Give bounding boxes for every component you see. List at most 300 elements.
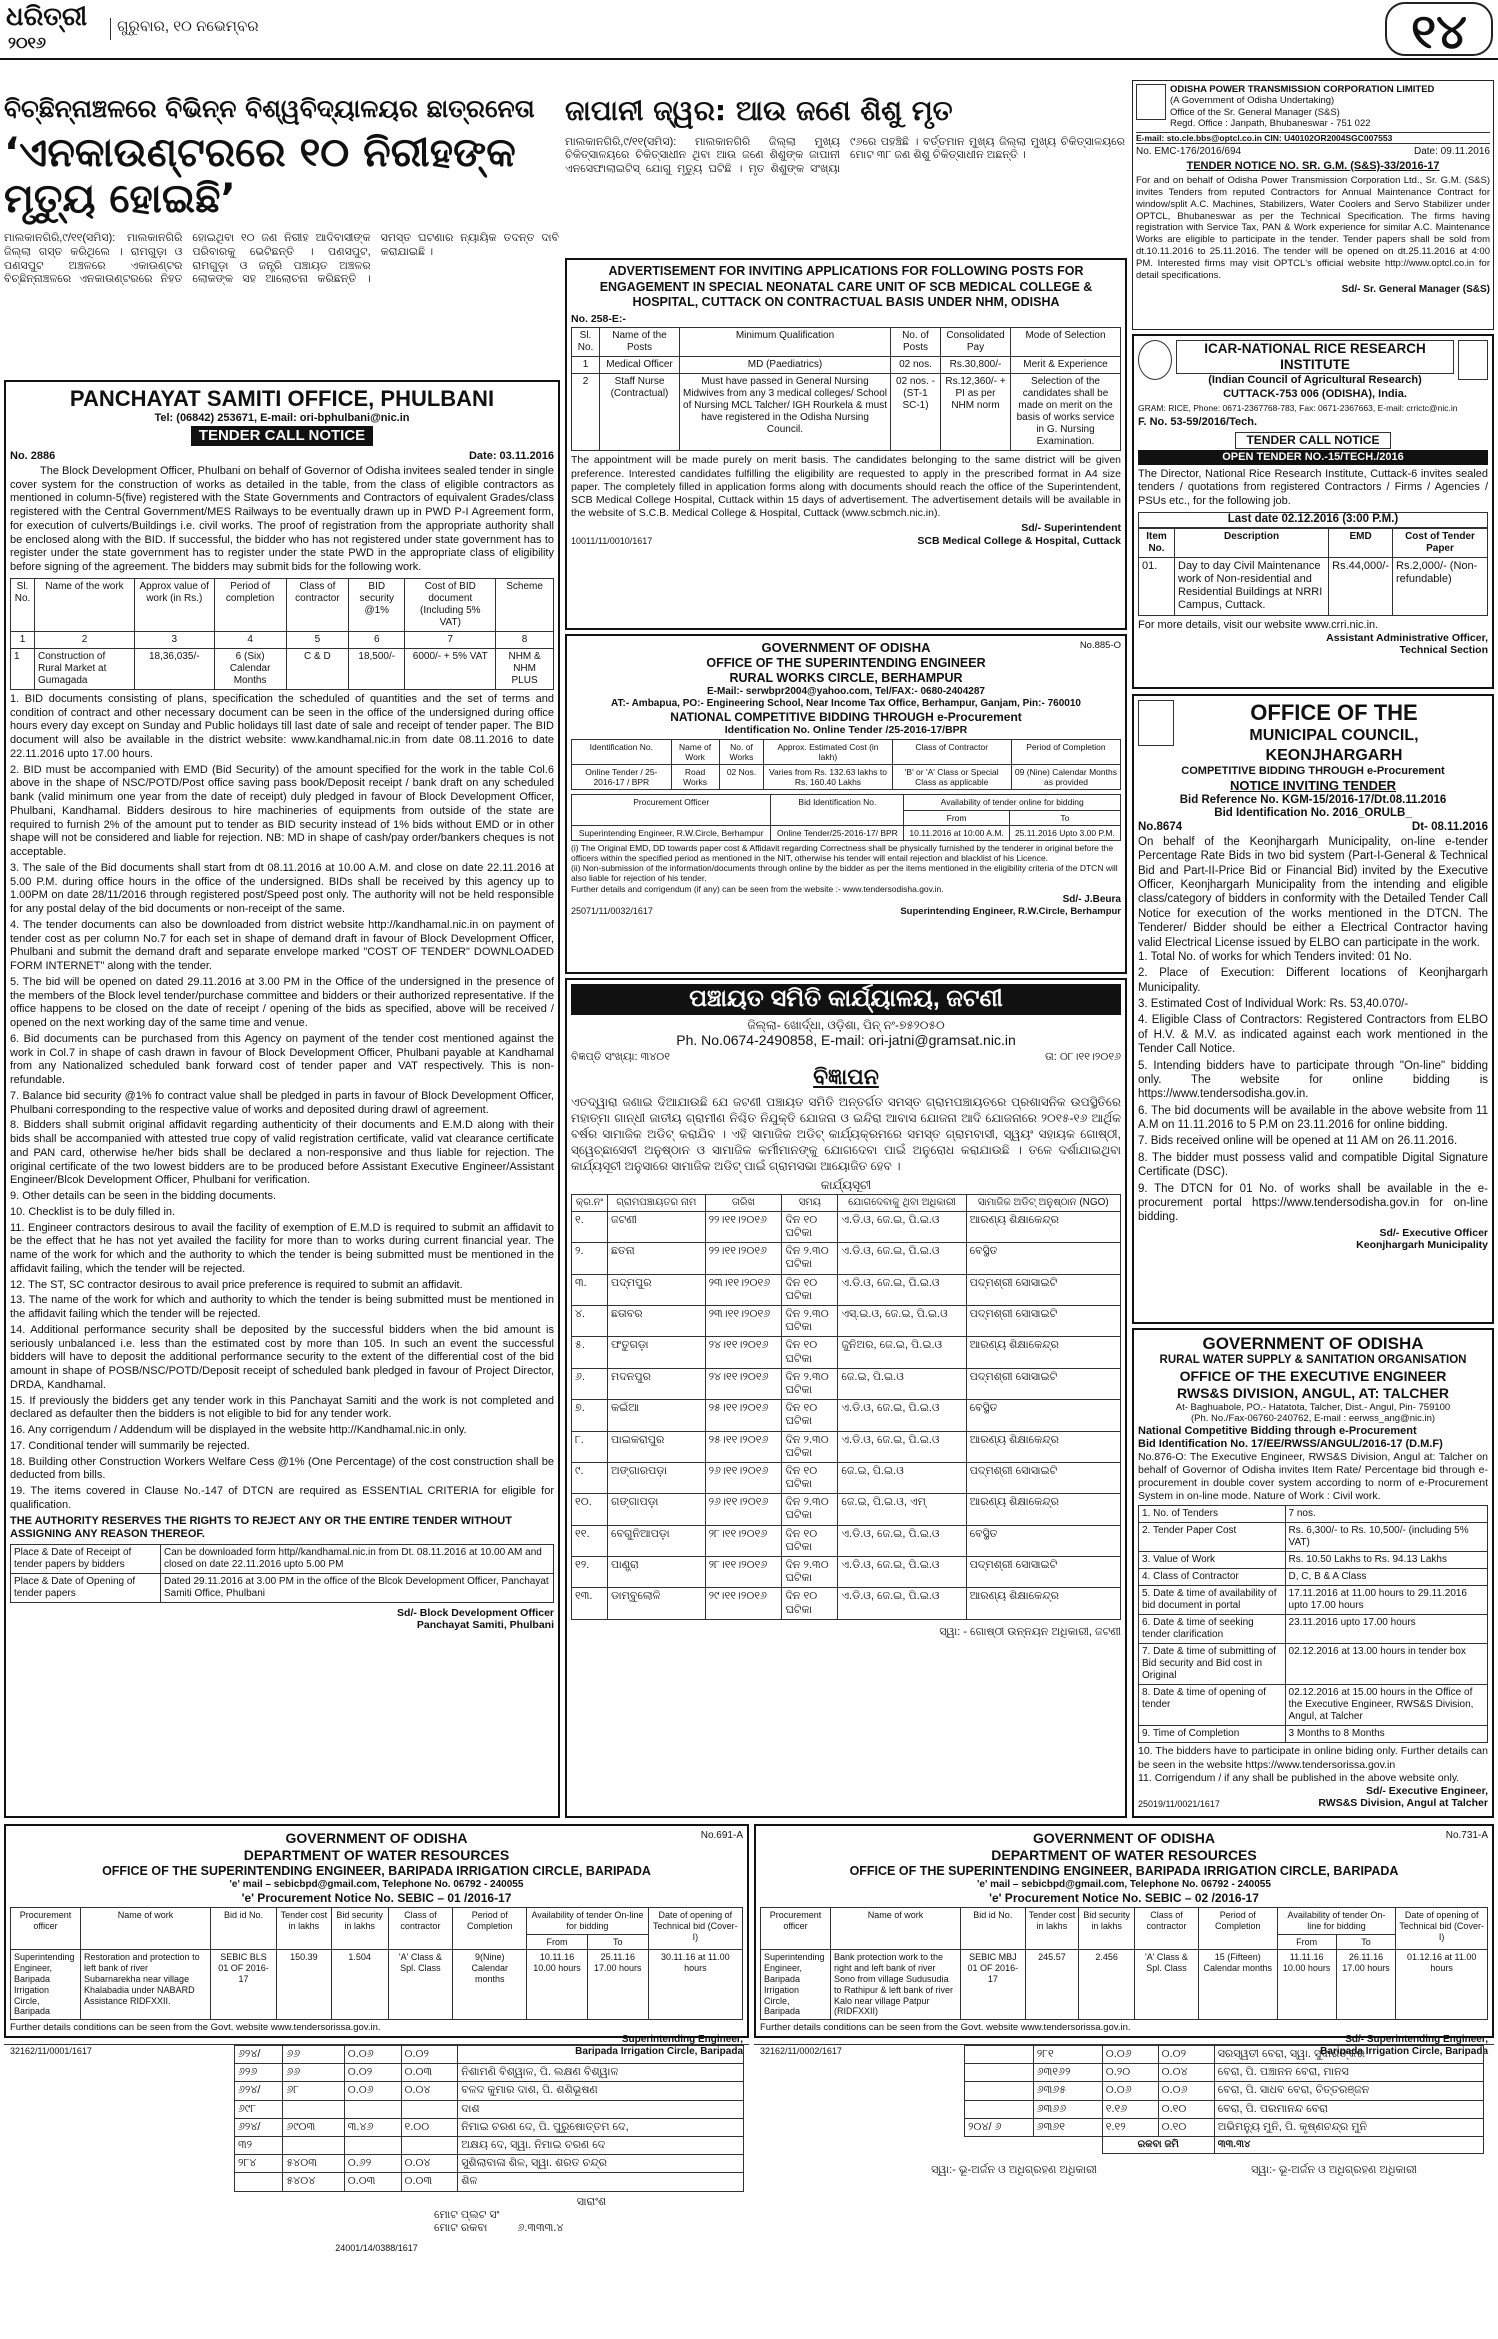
table-header: Class of Contractor: [892, 739, 1011, 764]
table-cell: [458, 2046, 744, 2064]
wr1-table: [10, 1907, 743, 2020]
table-cell: 'A' Class & Spl. Class: [1135, 1950, 1199, 2020]
angul-signature-office: RWS&S Division, Angul at Talcher: [1318, 1797, 1488, 1810]
rwc-berhampur-notice: [565, 634, 1127, 974]
table-cell: 'A' Class & Spl. Class: [388, 1950, 453, 2020]
table-cell: ଦିନ ୨.୩୦ ଘଟିକା: [782, 1306, 838, 1337]
table-cell: ୯.: [572, 1462, 608, 1493]
table-cell: Day to day Civil Maintenance work of Non-residential and Residential Buildings at NRRI Campus, Cuttack.: [1175, 557, 1329, 615]
table-cell: ଦିନ ୧୦ ଘଟିକା: [782, 1400, 838, 1431]
phulbani-title: PANCHAYAT SAMITI OFFICE, PHULBANI: [69, 386, 495, 411]
table-cell: ୨୨।୧୧।୨୦୧୬: [705, 1211, 782, 1242]
table-cell: ୦.୦୬: [344, 2046, 401, 2064]
icar-last-date: Last date 02.12.2016 (3:00 P.M.): [1138, 512, 1488, 528]
table-cell: 7 nos.: [1285, 1506, 1487, 1523]
table-cell: Staff Nurse (Contractual): [600, 374, 680, 451]
table-row: [572, 1368, 1121, 1399]
scb-body: The appointment will be made purely on merit basis. The candidates belonging to the same district will be given preference. Interested candidates fulfilling the eligibility are requested to apply in the prescribed format in A4 size paper. The completely filled in application forms along with documents should reach the office of the Superintendent, SCB Medical College Hospital, Cuttack within 15 days of advertisement. The advertisement details will be available in the website of S.C.B. Medical College & Hospital, Cuttack (www.scbmch.nic.in).: [571, 454, 1121, 519]
wr1-govt: GOVERNMENT OF ODISHA: [285, 1830, 468, 1846]
wr1-signature-office: Baripada Irrigation Circle, Baripada: [575, 2045, 743, 2057]
table-cell: 25.11.2016 Upto 3.00 P.M.: [1009, 825, 1120, 840]
table-cell: ପଦ୍ମଶ୍ରୀ ସୋସାଇଟି: [966, 1557, 1120, 1588]
table-cell: ୬୩୬୬: [1033, 2100, 1102, 2118]
table-header: Procurement Officer: [572, 795, 771, 825]
table-cell: ମଦନପୁର: [608, 1368, 706, 1399]
table-cell: 30.11.16 at 11.00 hours: [648, 1950, 742, 2020]
keonjhar-item: 1. Total No. of works for which Tenders invited: 01 No.: [1138, 950, 1412, 963]
rwc-circle: RURAL WORKS CIRCLE, BERHAMPUR: [729, 670, 963, 685]
table-cell: ୬.: [572, 1368, 608, 1399]
news-story-japanese-fever: [565, 94, 1125, 254]
wr2-signature-office: Baripada Irrigation Circle, Baripada: [1320, 2045, 1488, 2057]
table-cell: 02.12.2016 at 15.00 hours in the Office of the Executive Engineer, RWS&S Division, Angul, at Talcher: [1285, 1685, 1487, 1726]
column-number: 7: [405, 631, 496, 648]
table-cell: Rs. 6,300/- to Rs. 10,500/- (including 5% VAT): [1285, 1523, 1487, 1552]
table-cell: ଜଟଣୀ: [608, 1211, 706, 1242]
table-row: [572, 1588, 1121, 1619]
scb-advertisement: [565, 258, 1127, 630]
clause: 3. The sale of the Bid documents shall start from dt 08.11.2016 at 10.00 A.M. and close on date 22.11.2016 at 5.00 P.M. during office hours in the office of the undersigned. BIDs shall be received by this agency up to 1.00PM on date 28/11/2016 through registered post/Speed post only. The authority will not be held responsible for any postal delay of the bid documents or non-receipt of the same.: [10, 861, 554, 916]
table-row: [11, 1950, 743, 2020]
angul-signature: Sd/- Executive Engineer,: [1366, 1784, 1488, 1797]
table-row: [1139, 1506, 1488, 1523]
table-cell: ବେଗୁନିଆପଡ଼ା: [608, 1525, 706, 1556]
icar-signature-section: Technical Section: [1399, 644, 1488, 657]
table-row: [572, 374, 1121, 451]
table-header: Availability of tender On-line for bidding: [1277, 1907, 1396, 1934]
table-row: [235, 2136, 744, 2154]
table-cell: Construction of Rural Market at Gumagada: [35, 648, 135, 689]
column-number: 6: [349, 631, 405, 648]
land-table-right: [964, 2045, 1484, 2154]
table-cell: ଶିଳ: [458, 2173, 744, 2191]
rwc-note: (ii) Non-submission of the information/documents through online by the bidder as per the items mentioned in the eligibility criteria of the DTCN will also liable for rejection of his tender.: [571, 863, 1118, 884]
jatni-date: ତା: ୦୮।୧୧।୨୦୧୬: [1044, 1050, 1121, 1063]
land-total-plots: ମୋଟ ପ୍ଲଟ ସଂ: [434, 2208, 500, 2221]
rwc-work-table: [571, 739, 1121, 791]
table-cell: ୨୮।୧୧।୨୦୧୬: [705, 1525, 782, 1556]
table-cell: ୦.୦୩: [401, 2173, 458, 2191]
table-cell: ଡାମ୍ବୁଲୋଳି: [608, 1588, 706, 1619]
table-cell: ୦.୦୬: [1158, 2082, 1214, 2100]
table-cell: Bank protection work to the right and left bank of river Sono from village Sudusudia to Rathipur & left bank of river Kalo near village Patpur (RIDFXXII): [831, 1950, 961, 2020]
table-cell: Online Tender/25-2016-17/ BPR: [771, 825, 904, 840]
table-cell: [965, 2064, 1034, 2082]
rwc-addr: AT:- Ambapua, PO:- Engineering School, Near Income Tax Office, Berhampur, Ganjam, Pin:- 760010: [611, 697, 1081, 709]
table-cell: ଜୁନିଅର, ଜେ.ଇ, ପି.ଇ.ଓ: [838, 1337, 966, 1368]
table-cell: ୭.: [572, 1400, 608, 1431]
table-cell: Must have passed in General Nursing Midwives from any 3 medical colleges/ School of Nursing MCL Talcher/ IGH Rourkela & must have registered in the Odisha Nursing Council.: [680, 374, 891, 451]
table-header: Cost of Tender Paper: [1393, 528, 1488, 557]
angul-org: RURAL WATER SUPPLY & SANITATION ORGANISATION: [1159, 1354, 1467, 1367]
table-cell: ୨୬।୧୧।୨୦୧୬: [705, 1494, 782, 1525]
table-header: Consolidated Pay: [941, 328, 1011, 357]
table-cell: ଦିନ ୧୦ ଘଟିକା: [782, 1274, 838, 1305]
table-cell: Medical Officer: [600, 357, 680, 374]
keonjhar-tender-notice: [1132, 694, 1494, 1324]
rwc-note: (i) The Original EMD, DD towards paper cost & Affidavit regarding Correctness shall be physically furnished by the tenderer in original before the officers within the specified period as mentioned in the NIT, otherwise his tender will entail rejection and blacklist of his Licence.: [571, 842, 1114, 864]
table-cell: ୦.୦୬: [1102, 2082, 1158, 2100]
table-header: Bid id No.: [211, 1907, 277, 1949]
table-cell: 150.39: [277, 1950, 332, 2020]
table-row: [965, 2118, 1484, 2136]
icar-body: The Director, National Rice Research Institute, Cuttack-6 invites sealed tenders / quotations from registered Contractors / Firms / Agencies / PSUs etc., for the following job.: [1138, 467, 1488, 508]
table-cell: ଏ.ଡି.ଓ, ଜେ.ଇ, ପି.ଇ.ଓ: [838, 1557, 966, 1588]
table-cell: ୦.୦୩: [401, 2064, 458, 2082]
clause: 2. BID must be accompanied with EMD (Bid Security) of the amount specified for the work in the table Col.6 above in the shape of NSC/POTD/Post office saving pass book/Deposit receipt / bank draft on any scheduled bank (valid minimum one year from the date of receipt) duly pledged in favour of Block Development Officer, Phulbani, Kandhamal. Bidders desirous to hire machineries of equipments from outside of the state are required to furnish 2% of the amount put to tender as BID security instead of 1% bids without EMD or in other shape will not be considered and liable for rejection. NB: MD in shape of cash/pay order/bankers cheques is not acceptable.: [10, 763, 554, 859]
table-header: ସାମାଜିକ ଅଡିଟ୍ ଅନୁଷ୍ଠାନ (NGO): [966, 1194, 1120, 1211]
table-cell: ୧୦.: [572, 1494, 608, 1525]
table-cell: 7. Date & time of submitting of Bid security and Bid cost in Original: [1139, 1644, 1286, 1685]
scb-ref: 10011/11/0010/1617: [571, 536, 653, 547]
table-cell: [283, 2100, 344, 2118]
table-header: Period of completion: [214, 578, 286, 631]
table-cell: ଜେ.ଇ, ପି.ଇ.ଓ: [838, 1462, 966, 1493]
jatni-schedule-table: [571, 1194, 1121, 1620]
table-cell: ୧୩.: [572, 1588, 608, 1619]
table-cell: ୧.୧୬: [1102, 2100, 1158, 2118]
table-cell: 18,36,035/-: [135, 648, 215, 689]
wr1-dept: DEPARTMENT OF WATER RESOURCES: [243, 1846, 510, 1863]
table-cell: ୨.: [572, 1243, 608, 1274]
table-header: Cost of BID document (Including 5% VAT): [405, 578, 496, 631]
phulbani-work-table: [10, 578, 554, 690]
phulbani-intro: The Block Development Officer, Phulbani on behalf of Governor of Odisha invitees sealed tender in single cover system for the construction of works as detailed in the table, from the class of eligible contractors as mentioned in column-5(five) registered with the State Governments and Contractors of equivalent Grades/class registered with the Central Government/MES Railways to be eventually drawn up in PWD P-I Agreement form, for execution of culverts/Buildings i.e. civil works. The proof of registration from the appropriate authority shall be enclosed along with the BID. If successful, the bidder who has not registered under state government has to register under the state government has to register under the state PWD in the appropriate class of eligibility before signing of the agreement. The bidders may submit bids for the following work.: [10, 464, 554, 574]
table-cell: ସରସ୍ୱତୀ ବେରା, ସ୍ୱା. ସୁଦାଶଙ୍କର: [1214, 2046, 1483, 2064]
keonjhar-item: 2. Place of Execution: Different locations of Keonjhargarh Municipality.: [1138, 967, 1488, 994]
icar-sub: (Indian Council of Agricultural Research): [1208, 374, 1422, 387]
keonjhar-no: No.8674: [1138, 821, 1183, 834]
table-row: [11, 1573, 554, 1602]
phulbani-reserve: THE AUTHORITY RESERVES THE RIGHTS TO REJECT ANY OR THE ENTIRE TENDER WITHOUT ASSIGNING ANY REASON THEREOF.: [10, 1514, 512, 1540]
table-cell: ୪.: [572, 1306, 608, 1337]
scb-signature-office: SCB Medical College & Hospital, Cuttack: [917, 534, 1121, 547]
phulbani-date: Date: 03.11.2016: [468, 449, 554, 462]
table-row: [965, 2046, 1484, 2064]
table-cell: ୨୦୪/ ୬: [965, 2118, 1034, 2136]
table-cell: 23.11.2016 upto 17.00 hours: [1285, 1615, 1487, 1644]
table-header: Bid Identification No.: [771, 795, 904, 825]
table-cell: [965, 2100, 1034, 2118]
column-number: 2: [35, 631, 135, 648]
clause: 6. Bid documents can be purchased from this Agency on payment of the tender cost mentioned against the work in Col.7 in shape of cash drawn in favour of Block Development Officer, Phulbani payable at Kandhamal from any Nationalized scheduled bank forward cost of tender paper and VAT respectively. This is non-refundable.: [10, 1032, 554, 1087]
table-header: Bid security in lakhs: [331, 1907, 388, 1949]
table-cell: ୬୨୬: [235, 2064, 283, 2082]
table-cell: ୦.୧୦: [1158, 2100, 1214, 2118]
table-row: [572, 1274, 1121, 1305]
table-cell: ୬୬: [283, 2064, 344, 2082]
optcl-no: No. EMC-176/2016/694: [1136, 145, 1242, 157]
table-header: Class of contractor: [286, 578, 348, 631]
keonjhar-date: Dt- 08.11.2016: [1411, 821, 1488, 834]
table-cell: ୫୪୦୩: [283, 2155, 344, 2173]
table-cell: ଦିନ ୧୦ ଘଟିକା: [782, 1211, 838, 1242]
table-cell: Restoration and protection to left bank of river Subarnarekha near village Khalabadia under NABARD Assistance RIDFXXII.: [81, 1950, 211, 2020]
table-cell: 6 (Six) Calendar Months: [214, 648, 286, 689]
table-header: Description: [1175, 528, 1329, 557]
table-cell: ବେରା, ପି. ପରମାନନ୍ଦ ବେରା: [1214, 2100, 1483, 2118]
table-cell: ୬୯୦୩: [283, 2118, 344, 2136]
rwc-signature-office: Superintending Engineer, R.W.Circle, Berhampur: [900, 905, 1121, 917]
table-cell: ୨୮୪: [235, 2155, 283, 2173]
masthead-logo: ଧରିତ୍ରୀ: [6, 2, 88, 32]
table-cell: [401, 2136, 458, 2154]
table-cell: Selection of the candidates shall be made on merit on the basis of works service in G. Nursing Examination.: [1011, 374, 1121, 451]
masthead-year: ୨୦୧୬: [8, 35, 46, 52]
table-cell: 3. Value of Work: [1139, 1552, 1286, 1569]
table-cell: ସୁଶିଲାବାଳା ଶିଳ, ସ୍ୱା. ଶରତ ଚନ୍ଦ୍ର: [458, 2155, 744, 2173]
table-cell: ୨୫।୧୧।୨୦୧୬: [705, 1431, 782, 1462]
clause: 11. Engineer contractors desirous to avail the facility of exemption of E.M.D is required to submit an affidavit to be the effect that he has not yet availed the facility for more than to works during current financial year. The name of the work for which and the authority to which the tender is being submitted must be mentioned in the affidavit failing, which the tender will be rejected.: [10, 1221, 554, 1275]
icar-table: [1138, 528, 1488, 616]
wr1-ref: 32162/11/0001/1617: [10, 2045, 92, 2056]
phulbani-tender-notice: [4, 380, 560, 1818]
table-cell: ନିମାଇ ଚରଣ ଦେ, ପି. ପୁରୁଷୋତ୍ତମ ଦେ,: [458, 2118, 744, 2136]
table-header: Procurement officer: [11, 1907, 81, 1949]
table-row: [11, 1544, 554, 1573]
table-cell: Rs.12,360/- + PI as per NHM norm: [941, 374, 1011, 451]
table-cell: ୦.୧୦: [1158, 2118, 1214, 2136]
clause: 15. If previously the bidders get any tender work in this Panchayat Samiti and the work is not completed and declared as defaulter then the bidders is not eligible to bid for any tender work.: [10, 1394, 554, 1421]
table-cell: ୨୪।୧୧।୨୦୧୬: [705, 1368, 782, 1399]
table-cell: ୦.୨୦: [1102, 2064, 1158, 2082]
table-cell: ୬୨୪/: [235, 2046, 283, 2064]
table-cell: 01.12.16 at 11.00 hours: [1396, 1950, 1488, 2020]
optcl-date: Date: 09.11.2016: [1414, 145, 1490, 157]
table-cell: ୬୨୪/: [235, 2082, 283, 2100]
table-cell: ୧.: [572, 1211, 608, 1242]
phulbani-notice: TENDER CALL NOTICE: [191, 426, 373, 446]
table-header: To: [1336, 1934, 1396, 1950]
table-cell: 5. Date & time of availability of bid document in portal: [1139, 1586, 1286, 1615]
table-row: [235, 2118, 744, 2136]
table-cell: 10.11.16 10.00 hours: [527, 1950, 588, 2020]
table-cell: ବେସ୍ଥିତ: [966, 1400, 1120, 1431]
table-cell: ପଦ୍ମପୁର: [608, 1274, 706, 1305]
scb-no: No. 258-E:-: [571, 312, 626, 325]
table-cell: ଦିନ ୨.୩୦ ଘଟିକା: [782, 1494, 838, 1525]
table-cell: ପଦ୍ମଶ୍ରୀ ସୋସାଇଟି: [966, 1306, 1120, 1337]
table-cell: Rs.30,800/-: [941, 357, 1011, 374]
table-cell: ଆରଣ୍ୟ ଶିକ୍ଷାକେନ୍ଦ୍ର: [966, 1211, 1120, 1242]
land-total-area: ମୋଟ ରକବା: [434, 2221, 488, 2234]
clause: 18. Building other Construction Workers Welfare Cess @1% (One Percentage) of the cost construction shall be deducted from bills.: [10, 1455, 554, 1482]
angul-ref: 25019/11/0021/1617: [1138, 1799, 1220, 1810]
wr1-email: 'e' mail – sebicbpd@gmail.com, Telephone No. 06792 - 240055: [229, 1878, 524, 1890]
table-cell: ପଦ୍ମଶ୍ରୀ ସୋସାଇଟି: [966, 1462, 1120, 1493]
wr1-signature: Superintending Engineer,: [621, 2033, 743, 2045]
rwc-ref: 25071/11/0032/1617: [571, 905, 653, 916]
table-row: [572, 1462, 1121, 1493]
clause: 8. Bidders shall submit original affidavit regarding authenticity of their documents and E.M.D along with their bids shall be accompanied with attested true copy of valid registration certificate, valid vat clearance certificate and PAN card, otherwise he/her bids shall be declared a non-responsive and thus liable for rejection. The original certificate of the two lowest bidders are to be produced before Assistant Executive Engineer/Assistant Engineer/Blcok Development Officer, Phulbani for verification.: [10, 1119, 554, 1187]
table-header: Name of work: [81, 1907, 211, 1949]
page-number: ୧୪: [1385, 2, 1493, 56]
table-header: Name of the work: [35, 578, 135, 631]
angul-note: 11. Corrigendum / if any shall be published in the above website only.: [1138, 1771, 1460, 1784]
angul-addr: At- Baghuabole, PO.- Hatatota, Talcher, Dist.- Angul, Pin- 759100: [1175, 1401, 1451, 1413]
table-cell: ଛତନା: [608, 1243, 706, 1274]
table-row: [11, 648, 554, 689]
table-cell: ଦିନ ୨.୩୦ ଘଟିକା: [782, 1557, 838, 1588]
column-number: 1: [11, 631, 35, 648]
table-cell: ଏ.ଡି.ଓ, ଜେ.ଇ, ପି.ଇ.ଓ: [838, 1400, 966, 1431]
table-cell: 2. Tender Paper Cost: [1139, 1523, 1286, 1552]
table-cell: 1.504: [331, 1950, 388, 2020]
table-cell: 09 (Nine) Calendar Months as provided: [1011, 764, 1120, 789]
table-row: [572, 357, 1121, 374]
story-kicker: ବିଚ୍ଛିନ୍ନାଞ୍ଚଳରେ ବିଭିନ୍ନ ବିଶ୍ୱବିଦ୍ୟାଳୟର ଛାତ୍ରନେତା: [4, 94, 535, 123]
table-cell: ଦିନ ୧୦ ଘଟିକା: [782, 1462, 838, 1493]
keonjhar-notice: NOTICE INVITING TENDER: [1229, 777, 1397, 793]
table-cell: ୦.୦୩: [344, 2173, 401, 2191]
table-row: [1139, 1523, 1488, 1552]
rwc-availability-table: [571, 794, 1121, 841]
clause: 1. BID documents consisting of plans, specification the scheduled of quantities and the set of terms and condition of contract and other necessary document can be seen in the office of the undersigned during office hours every day except on Sunday and Public holidays till last date of sale and receipt of tender paper. The BID document will also be available in the district website: www.kandhamal.nic.in from date 08.11.2016 to date 22.11.2016 upto 17.00 hours.: [10, 692, 554, 760]
icar-city: CUTTACK-753 006 (ODISHA), India.: [1223, 387, 1407, 400]
table-cell: ପଦ୍ମଶ୍ରୀ ସୋସାଇଟି: [966, 1274, 1120, 1305]
table-cell: 02.12.2016 at 13.00 hours in tender box: [1285, 1644, 1487, 1685]
rwc-no: No.885-O: [1079, 640, 1121, 651]
table-row: [235, 2046, 744, 2064]
table-cell: ୨୩।୧୧।୨୦୧୬: [705, 1306, 782, 1337]
table-cell: ୨୯।୧୧।୨୦୧୬: [705, 1588, 782, 1619]
table-cell: ୦.୦୪: [401, 2082, 458, 2100]
phulbani-signature-office: Panchayat Samiti, Phulbani: [416, 1619, 554, 1632]
jatni-body: ଏତଦ୍ୱାରା ଜଣାଇ ଦିଆଯାଉଛି ଯେ ଜଟଣୀ ପଞ୍ଚାୟତ ସମିତି ଅନ୍ତର୍ଗତ ସମସ୍ତ ଗ୍ରାମପଞ୍ଚାୟତରେ ପ୍ରଶାସନିକ ଉପସ୍ଥିତିରେ ମହାତ୍ମା ଗାନ୍ଧୀ ଜାତୀୟ ଗ୍ରାମୀଣ ନିଶ୍ଚିତ ନିଯୁକ୍ତି ଯୋଜନା ଓ ଇନ୍ଦିରା ଆବାସ ଯୋଜନା ଆଦି ଯୋଜନାରେ ୨୦୧୫-୧୬ ଆର୍ଥିକ ବର୍ଷର ସାମାଜିକ ଅଡିଟ୍ କରାଯିବ । ଏହି ସାମାଜିକ ଅଡିଟ୍ କାର୍ଯ୍ୟକ୍ରମରେ ସମସ୍ତ ଗ୍ରାମବାସୀ, ସ୍ୱୟଂ ସହାୟକ ଗୋଷ୍ଠୀ, ସ୍ୱେଚ୍ଛାସେବୀ ଅନୁଷ୍ଠାନ ଓ ସାମାଜିକ କର୍ମୀମାନଙ୍କୁ ଯୋଗଦେବା ପାଇଁ ଅନୁରୋଧ କରାଯାଉଛି । ତଳେ ଦର୍ଶାଯାଇଥିବା କାର୍ଯ୍ୟସୂଚୀ ଅନୁସାରେ ସାମାଜିକ ଅଡିଟ୍ ପାଇଁ ଗ୍ରାମସଭା ଆୟୋଜିତ ହେବ ।: [571, 1094, 1121, 1174]
table-header: From: [904, 810, 1009, 825]
table-row: [965, 2064, 1484, 2082]
table-header: Period of Completion: [1198, 1907, 1277, 1949]
rwc-signature: Sd/- J.Beura: [1062, 893, 1121, 905]
table-header: Procurement officer: [761, 1907, 831, 1949]
keonjhar-item: 9. The DTCN for 01 No. of works shall be available in the e-procurement portal https://www.tendersodisha.gov.in for on-line bidding.: [1138, 1182, 1488, 1224]
table-cell: ବେରା, ପି. ସାଧବ ବେରା, ଚିତ୍ତରଞ୍ଜନ: [1214, 2082, 1483, 2100]
table-row: [572, 1243, 1121, 1274]
table-cell: Merit & Experience: [1011, 357, 1121, 374]
table-cell: [965, 2082, 1034, 2100]
masthead-date: ଗୁରୁବାର, ୧୦ ନଭେମ୍ବର: [110, 18, 410, 40]
table-header: EMD: [1329, 528, 1393, 557]
table-cell: ଦିନ ୨.୩୦ ଘଟିକା: [782, 1431, 838, 1462]
table-cell: ବଳଦ କୁମାର ଦାଶ, ପି. ଶଶିଭୂଷଣ: [458, 2082, 744, 2100]
table-cell: [344, 2136, 401, 2154]
table-cell: ଏ.ଡି.ଓ, ଜେ.ଇ, ପି.ଇ.ଓ: [838, 1274, 966, 1305]
wr2-govt: GOVERNMENT OF ODISHA: [1032, 1830, 1215, 1846]
table-cell: Dated 29.11.2016 at 3.00 PM in the office of the Blcok Development Officer, Panchayat Samiti Office, Phulbani: [161, 1573, 554, 1602]
table-header: Item No.: [1139, 528, 1175, 557]
table-cell: କଇଁଆ: [608, 1400, 706, 1431]
angul-office: OFFICE OF THE EXECUTIVE ENGINEER: [1179, 1368, 1447, 1385]
jatni-schedule: କାର୍ଯ୍ୟସୂଚୀ: [820, 1177, 872, 1192]
table-header: To: [1009, 810, 1120, 825]
table-cell: ଆରଣ୍ୟ ଶିକ୍ଷାକେନ୍ଦ୍ର: [966, 1337, 1120, 1368]
table-cell: 17.11.2016 at 11.00 hours to 29.11.2016 upto 17.00 hours: [1285, 1586, 1487, 1615]
table-header: Mode of Selection: [1011, 328, 1121, 357]
scb-signature: Sd/- Superintendent: [1021, 522, 1121, 535]
table-row: [572, 1306, 1121, 1337]
table-cell: ଏସ୍.ଇ.ଓ, ଜେ.ଇ, ପି.ଇ.ଓ: [838, 1306, 966, 1337]
table-cell: ଅକ୍ଷୟ ଦେ, ସ୍ୱା. ନିମାଇ ଚରଣ ଦେ: [458, 2136, 744, 2154]
table-cell: 01.: [1139, 557, 1175, 615]
table-cell: 11.11.16 10.00 hours: [1277, 1950, 1336, 2020]
rwc-note: Further details and corrigendum (if any) can be seen from the website :- www.tendersodisha.gov.in.: [571, 883, 944, 894]
rwc-office: OFFICE OF THE SUPERINTENDING ENGINEER: [706, 655, 986, 670]
table-row: [965, 2136, 1484, 2153]
optcl-company: ODISHA POWER TRANSMISSION CORPORATION LIMITED: [1170, 84, 1435, 95]
land-area-value: ୬.୩୩୩.୪: [517, 2221, 564, 2234]
clause: 4. The tender documents can also be downloaded from district website http://kandhamal.nic.in on payment of tender cost as per column No.7 for each set in shape of demand draft in favour of Block Development Officer, Phulbani and submit the demand draft and separate envelope marked "COST OF TENDER" DOWNLOADED FORM INTERNET" along with the tender.: [10, 918, 554, 973]
table-cell: ୦.୬୨: [344, 2155, 401, 2173]
table-cell: ଦିନ ୨.୩୦ ଘଟିକା: [782, 1368, 838, 1399]
jatni-no: ବିଜ୍ଞପ୍ତି ସଂଖ୍ୟା: ୩୪୦୧: [571, 1050, 670, 1063]
table-cell: 02 nos. -(ST-1 SC-1): [891, 374, 941, 451]
keonjhar-item: 3. Estimated Cost of Individual Work: Rs. 53,40.070/-: [1138, 998, 1409, 1011]
wr2-ref: 32162/11/0002/1617: [760, 2045, 842, 2056]
table-cell: ୧.୧୨: [1102, 2118, 1158, 2136]
column-number: 3: [135, 631, 215, 648]
icar-title: ICAR-NATIONAL RICE RESEARCH INSTITUTE: [1176, 340, 1454, 374]
table-cell: ୩୨: [235, 2136, 283, 2154]
table-cell: 02 nos.: [891, 357, 941, 374]
column-number: 4: [214, 631, 286, 648]
table-cell: 18,500/-: [349, 648, 405, 689]
table-row: [235, 2173, 744, 2191]
table-cell: 02 Nos.: [719, 764, 764, 789]
table-cell: [344, 2100, 401, 2118]
table-cell: Rs.44,000/-: [1329, 557, 1393, 615]
table-cell: ଅଙ୍ଗାରପଡ଼ା: [608, 1462, 706, 1493]
table-header: Period of Completion: [453, 1907, 527, 1949]
table-cell: 245.57: [1025, 1950, 1079, 2020]
table-cell: D, C, B & A Class: [1285, 1569, 1487, 1586]
column-number: 5: [286, 631, 348, 648]
table-row: [1139, 1552, 1488, 1569]
table-cell: [965, 2136, 1034, 2153]
table-header: To: [587, 1934, 648, 1950]
table-cell: ୬୬: [283, 2046, 344, 2064]
table-cell: Place & Date of Opening of tender papers: [11, 1573, 161, 1602]
land-schedule-right: [754, 2044, 1494, 2336]
table-cell: 10.11.2016 at 10:00 A.M.: [904, 825, 1009, 840]
clause: 5. The bid will be opened on dated 29.11.2016 at 3.00 PM in the Office of the undersigned in the presence of the members of the Block level tender/purchase committee and bidders or their authorized representative. If the office happens to be closed on the date of receipt / opening of the bids as specified, above will be received / opened on the next working day of the same time and venue.: [10, 975, 554, 1030]
angul-bidding: National Competitive Bidding through e-Procurement: [1138, 1424, 1417, 1437]
rwc-govt: GOVERNMENT OF ODISHA: [761, 640, 931, 655]
table-header: Sl. No.: [11, 578, 35, 631]
story-body: ମାଲକାନଗିରି,୯/୧୧(ସମିସ): ମାଲକାନଗିରି ଜିଲ୍ଲା ମୁଖ୍ୟ ଚିକିତ୍ସାଳୟରେ ଚିକିତ୍ସାଧୀନ ଥିବା ଆଉ ଜଣେ ଶିଶୁଙ୍କ ଜାପାନୀ ଏନସେଫାଲାଇଟିସ୍ ଯୋଗୁ ମୃତ୍ୟୁ ଘଟିଛି । ମୃତ ଶିଶୁଙ୍କ ସଂଖ୍ୟା ୯୬ରେ ପହଞ୍ଚିଛି । ବର୍ତ୍ତମାନ ମୁଖ୍ୟ ଜିଲ୍ଲା ମୁଖ୍ୟ ଚିକିତ୍ସାଳୟରେ ମୋଟ ୩୮ ଜଣ ଶିଶୁ ଚିକିତ୍ସାଧୀନ ଅଛନ୍ତି ।: [565, 135, 1125, 176]
keonjhar-title1: OFFICE OF THE: [1250, 700, 1418, 725]
clause: 19. The items covered in Clause No.-147 of DTCN are required as ESSENTIAL CRITERIA for eligible for qualification.: [10, 1485, 554, 1511]
table-row: [1139, 1615, 1488, 1644]
land-signature: ସ୍ୱା:- ଭୂ-ଅର୍ଜନ ଓ ଅଧିଗ୍ରହଣ ଅଧିକାରୀ: [1251, 2163, 1417, 2176]
wr2-office: OFFICE OF THE SUPERINTENDING ENGINEER, BARIPADA IRRIGATION CIRCLE, BARIPADA: [849, 1863, 1399, 1878]
table-cell: ନିଶାମଣି ବିଶ୍ୱାଳ, ପି. ଲକ୍ଷଣ ବିଶ୍ୱାଳ: [458, 2064, 744, 2082]
table-header: Tender cost in lakhs: [1025, 1907, 1079, 1949]
table-cell: [401, 2100, 458, 2118]
optcl-office: Office of the Sr. General Manager (S&S): [1170, 106, 1340, 118]
table-header: From: [527, 1934, 588, 1950]
table-cell: ୫.: [572, 1337, 608, 1368]
rwc-title: NATIONAL COMPETITIVE BIDDING THROUGH e-Procurement: [670, 709, 1022, 724]
table-cell: ଦିନ ୧୦ ଘଟିକା: [782, 1525, 838, 1556]
table-row: [572, 1525, 1121, 1556]
optcl-email: E-mail: sto.cle.bbs@optcl.co.in CIN: U40102OR2004SGC007553: [1136, 132, 1490, 144]
optcl-body: For and on behalf of Odisha Power Transmission Corporation Ltd., Sr. G.M. (S&S) invites Tenders from reputed Contractors for Annual Maintenance Contract for window/split A.C. Machines, Stabilizers, Water Coolers and Servo Stabilizer under OPTCL, Bhubaneswar as per the Technical Specification. The firms having registration with Service Tax, PAN & Work experience for similar A.C. Maintenance Works are eligible to participate in the tender. Tender papers shall be sold from dt.10.11.2016 to 25.11.2016. The tender will be opened on dt.25.11.2016 at 4:00 PM. Interested firms may visit OPTCL's official website http://www.optcl.co.in for detail specifications.: [1136, 174, 1490, 281]
table-row: [572, 1494, 1121, 1525]
table-row: [1139, 557, 1488, 615]
phulbani-signature: Sd/- Block Development Officer: [397, 1606, 554, 1619]
clause: 12. The ST, SC contractor desirous to avail price preference is required to submit an affidavit.: [10, 1278, 463, 1291]
table-cell: ଏ.ଡି.ଓ, ଜେ.ଇ, ପି.ଇ.ଓ: [838, 1525, 966, 1556]
